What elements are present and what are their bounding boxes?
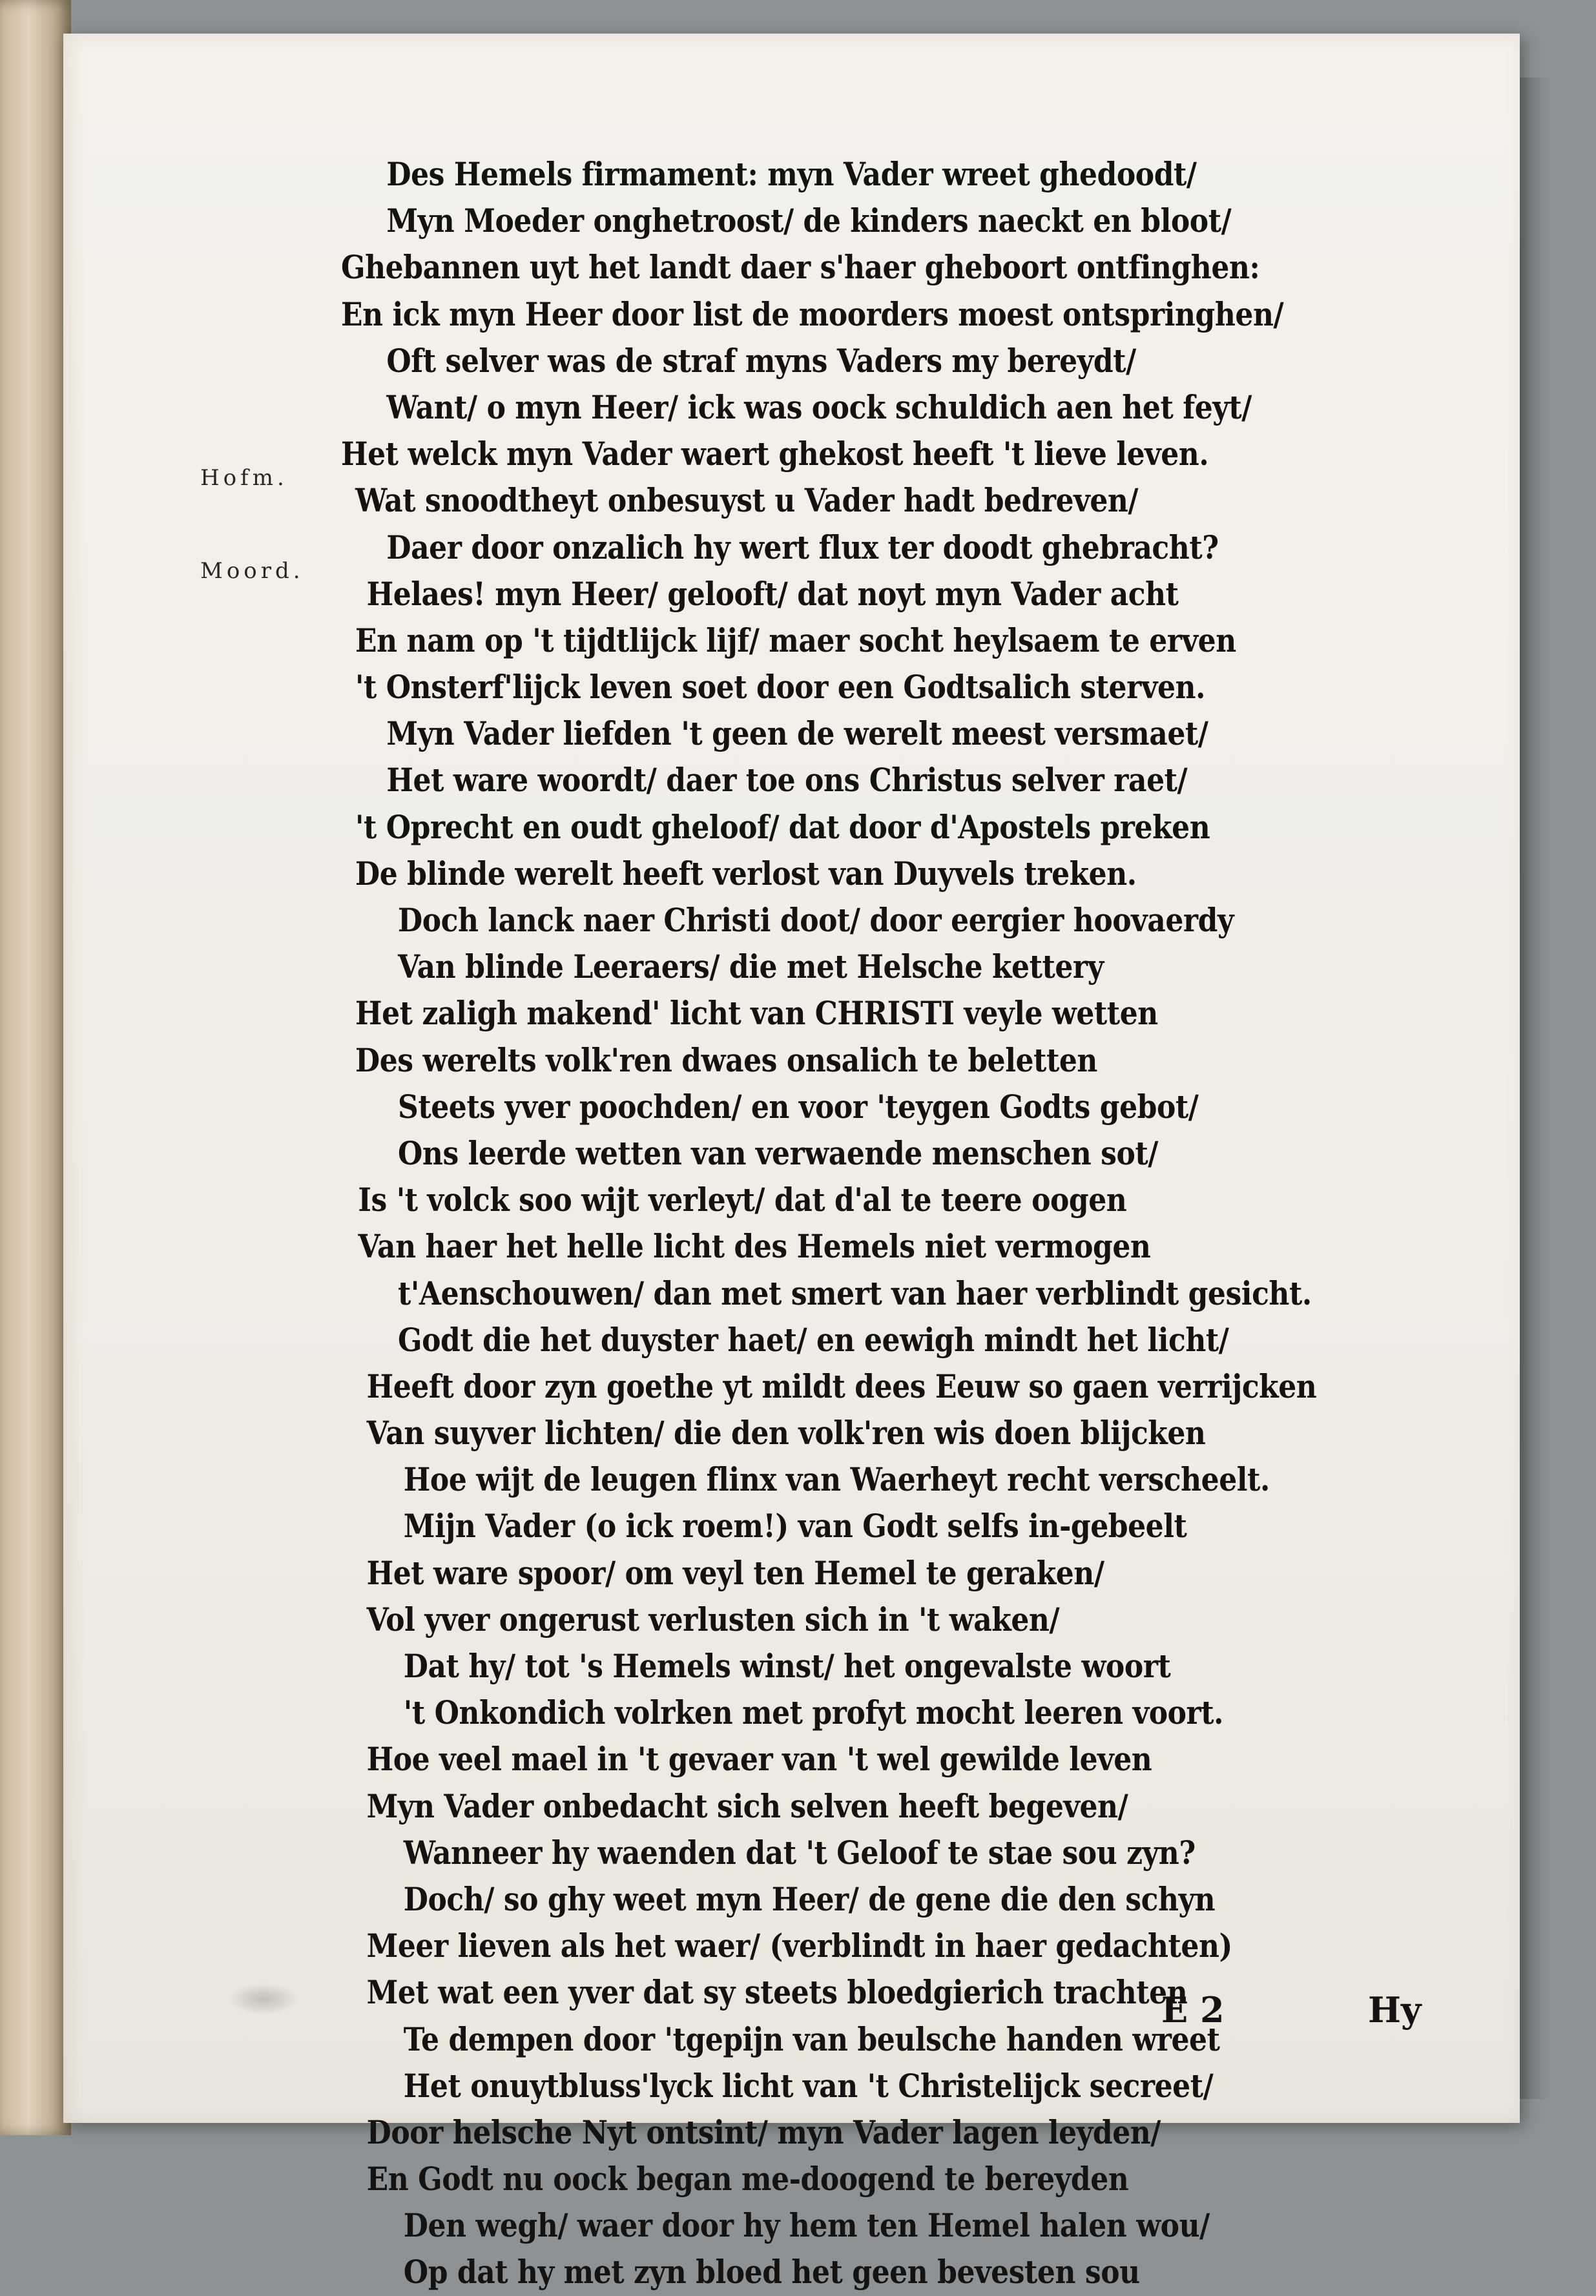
- verse-line: 't Onsterf'lijck leven soet door een Godtsalich sterven.: [355, 668, 1205, 707]
- verse-line: Door helsche Nyt ontsint/ myn Vader lagen leyden/: [366, 2113, 1161, 2151]
- verse-line: Wanneer hy waenden dat 't Geloof te stae sou zyn?: [403, 1833, 1196, 1872]
- verse-line: Helaes! myn Heer/ gelooft/ dat noyt myn Vader acht: [366, 574, 1179, 613]
- verse-line: Den wegh/ waer door hy hem ten Hemel halen wou/: [403, 2206, 1210, 2245]
- verse-line: Mijn Vader (o ick roem!) van Godt selfs in-gebeelt: [403, 1507, 1187, 1546]
- verse-line: Des Hemels firmament: myn Vader wreet ghedoodt/: [386, 155, 1197, 193]
- verse-line: De blinde werelt heeft verlost van Duyvels treken.: [355, 854, 1137, 893]
- left-book-page-edge: [0, 0, 71, 2135]
- verse-line: Des werelts volk'ren dwaes onsalich te beletten: [355, 1040, 1097, 1079]
- verse-line: Steets yver poochden/ en voor 'teygen Godts gebot/: [398, 1087, 1199, 1126]
- printed-page: [63, 34, 1520, 2291]
- verse-line: Van haer het helle licht des Hemels niet vermogen: [358, 1227, 1151, 1266]
- verse-line: Van blinde Leeraers/ die met Helsche kettery: [398, 947, 1104, 986]
- verse-line: Wat snoodtheyt onbesuyst u Vader hadt bedreven/: [355, 481, 1139, 520]
- ink-bleed-through: [228, 1983, 299, 2015]
- verse-line: Meer lieven als het waer/ (verblindt in haer gedachten): [366, 1927, 1232, 1965]
- verse-line: 't Onkondich volrken met profyt mocht leeren voort.: [403, 1693, 1224, 1732]
- verse-line: Myn Vader liefden 't geen de werelt meest versmaet/: [386, 714, 1208, 753]
- verse-line: Heeft door zyn goethe yt mildt dees Eeuw so gaen verrijcken: [366, 1367, 1317, 1405]
- verse-line: Het ware woordt/ daer toe ons Christus selver raet/: [386, 761, 1188, 800]
- verse-line: En Godt nu oock began me-doogend te bereyden: [366, 2160, 1129, 2198]
- verse-line: Myn Vader onbedacht sich selven heeft begeven/: [366, 1786, 1128, 1825]
- speaker-label-moord: Moord.: [200, 558, 304, 584]
- catchword: Hy: [1368, 1989, 1422, 2031]
- verse-line: Het onuytbluss'lyck licht van 't Christelijck secreet/: [403, 2066, 1214, 2105]
- verse-line: Hoe wijt de leugen flinx van Waerheyt recht verscheelt.: [403, 1460, 1270, 1499]
- verse-line: t'Aenschouwen/ dan met smert van haer verblindt gesicht.: [398, 1274, 1312, 1312]
- verse-line: Want/ o myn Heer/ ick was oock schuldich aen het feyt/: [386, 388, 1252, 426]
- verse-line: Het welck myn Vader waert ghekost heeft 't lieve leven.: [341, 435, 1209, 473]
- verse-line: Van suyver lichten/ die den volk'ren wis doen blijcken: [366, 1414, 1206, 1453]
- verse-line: Is 't volck soo wijt verleyt/ dat d'al te teere oogen: [358, 1181, 1127, 1219]
- verse-line: Ghebannen uyt het landt daer s'haer gheboort ontfinghen:: [341, 248, 1260, 287]
- verse-line: Godt die het duyster haet/ en eewigh mindt het licht/: [398, 1320, 1229, 1359]
- speaker-label-hofm: Hofm.: [200, 465, 288, 491]
- verse-line: Oft selver was de straf myns Vaders my bereydt/: [386, 341, 1136, 380]
- verse-line: Daer door onzalich hy wert flux ter doodt ghebracht?: [386, 528, 1219, 566]
- signature-mark: E 2: [1161, 1989, 1225, 2031]
- verse-line: 't Oprecht en oudt gheloof/ dat door d'Apostels preken: [355, 807, 1210, 846]
- verse-line: Ons leerde wetten van verwaende menschen sot/: [398, 1133, 1158, 1172]
- verse-line: Het ware spoor/ om veyl ten Hemel te geraken/: [366, 1553, 1104, 1592]
- verse-line: En nam op 't tijdtlijck lijf/ maer socht heylsaem te erven: [355, 621, 1236, 659]
- verse-line: Myn Moeder onghetroost/ de kinders naeckt en bloot/: [386, 202, 1232, 240]
- verse-line: Doch/ so ghy weet myn Heer/ de gene die den schyn: [403, 1879, 1216, 1918]
- verse-line: Vol yver ongerust verlusten sich in 't waken/: [366, 1600, 1060, 1639]
- verse-line: Hoe veel mael in 't gevaer van 't wel gewilde leven: [366, 1740, 1152, 1779]
- verse-line: Te dempen door 'tgepijn van beulsche handen wreet: [403, 2020, 1220, 2058]
- verse-block: [341, 151, 1504, 2296]
- verse-line: Het zaligh makend' licht van CHRISTI veyle wetten: [355, 994, 1158, 1033]
- verse-line: Met wat een yver dat sy steets bloedgierich trachten: [366, 1973, 1188, 2012]
- verse-line: Op dat hy met zyn bloed het geen bevesten sou: [403, 2253, 1140, 2291]
- verse-line: Doch lanck naer Christi doot/ door eergier hoovaerdy: [398, 901, 1234, 939]
- verse-line: En ick myn Heer door list de moorders moest ontspringhen/: [341, 295, 1284, 333]
- verse-line: Dat hy/ tot 's Hemels winst/ het ongevalste woort: [403, 1647, 1171, 1685]
